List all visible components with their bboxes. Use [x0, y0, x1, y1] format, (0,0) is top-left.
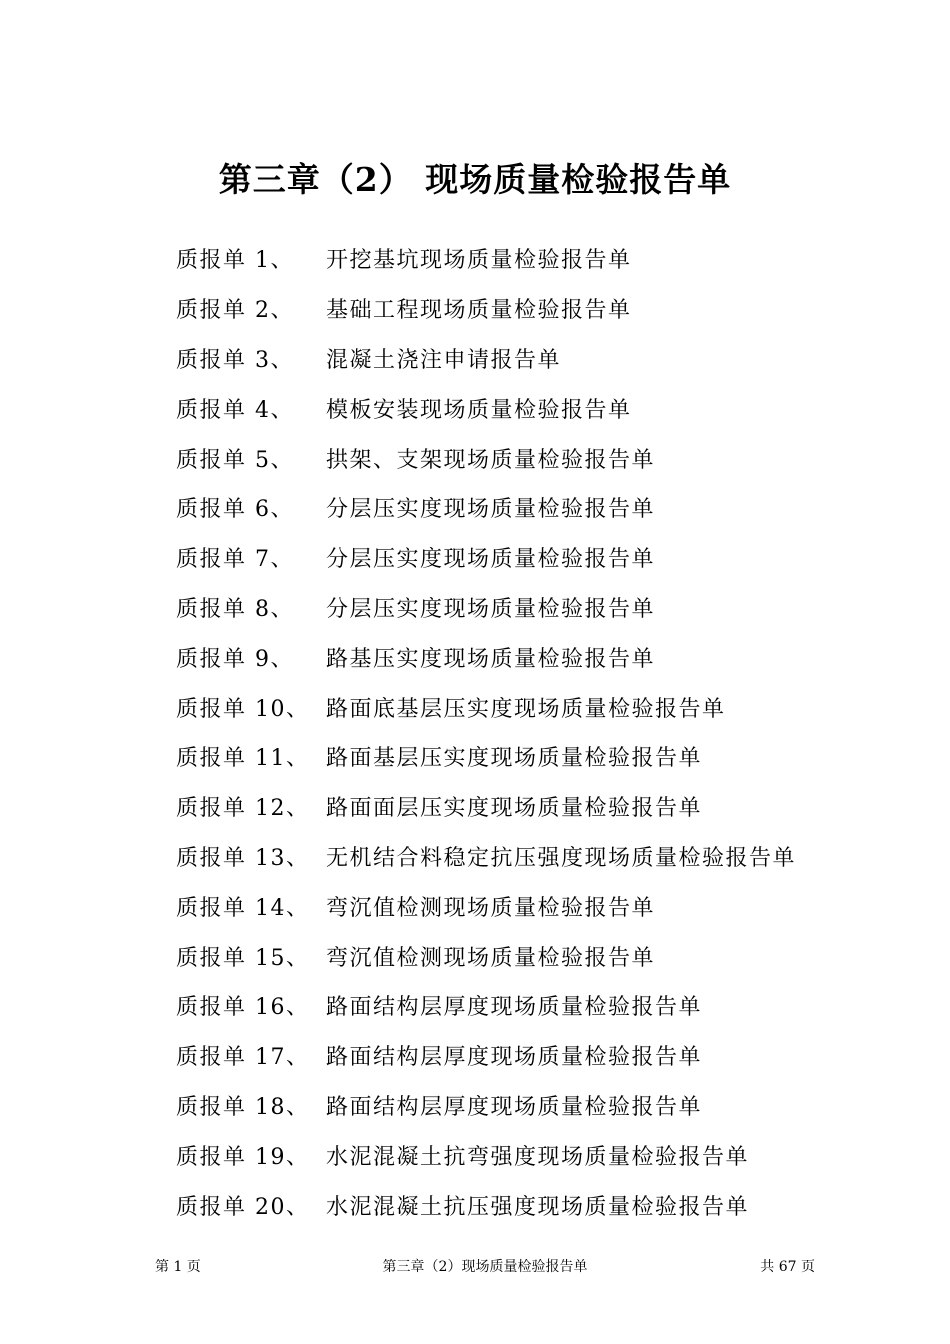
item-title: 分层压实度现场质量检验报告单	[326, 547, 656, 573]
list-item	[176, 284, 876, 334]
report-list	[176, 234, 876, 1230]
item-number: 质报单 3、	[176, 347, 294, 373]
item-number: 质报单 11、	[176, 746, 310, 772]
item-title: 路基压实度现场质量检验报告单	[326, 646, 656, 672]
list-item	[176, 782, 876, 832]
item-number: 质报单 8、	[176, 596, 294, 622]
item-number: 质报单 12、	[176, 796, 310, 822]
list-item	[176, 334, 876, 384]
item-title: 路面底基层压实度现场质量检验报告单	[326, 696, 726, 722]
page-title: 第三章（2） 现场质量检验报告单	[218, 160, 732, 200]
item-title: 路面结构层厚度现场质量检验报告单	[326, 1094, 703, 1120]
list-item	[176, 732, 876, 782]
list-item	[176, 1031, 876, 1081]
list-item	[176, 383, 876, 433]
item-number: 质报单 6、	[176, 497, 294, 523]
item-title: 水泥混凝土抗压强度现场质量检验报告单	[326, 1194, 750, 1220]
list-item	[176, 433, 876, 483]
list-item	[176, 1130, 876, 1180]
item-number: 质报单 14、	[176, 895, 310, 921]
list-item	[176, 931, 876, 981]
item-number: 质报单 4、	[176, 397, 294, 423]
item-title: 拱架、支架现场质量检验报告单	[326, 447, 656, 473]
item-title: 分层压实度现场质量检验报告单	[326, 497, 656, 523]
item-number: 质报单 9、	[176, 646, 294, 672]
item-title: 开挖基坑现场质量检验报告单	[326, 248, 632, 274]
item-title: 路面基层压实度现场质量检验报告单	[326, 746, 703, 772]
item-title: 混凝土浇注申请报告单	[326, 347, 562, 373]
list-item	[176, 533, 876, 583]
item-title: 水泥混凝土抗弯强度现场质量检验报告单	[326, 1144, 750, 1170]
item-number: 质报单 2、	[176, 298, 294, 324]
item-number: 质报单 15、	[176, 945, 310, 971]
footer-section-title: 第三章（2）现场质量检验报告单	[382, 1259, 588, 1275]
item-number: 质报单 5、	[176, 447, 294, 473]
item-title: 分层压实度现场质量检验报告单	[326, 596, 656, 622]
item-title: 弯沉值检测现场质量检验报告单	[326, 945, 656, 971]
footer-page-number: 第 1 页	[155, 1259, 201, 1275]
item-number: 质报单 1、	[176, 248, 294, 274]
item-number: 质报单 16、	[176, 995, 310, 1021]
list-item	[176, 583, 876, 633]
item-number: 质报单 13、	[176, 845, 310, 871]
list-item	[176, 632, 876, 682]
item-title: 弯沉值检测现场质量检验报告单	[326, 895, 656, 921]
item-number: 质报单 10、	[176, 696, 310, 722]
item-number: 质报单 20、	[176, 1194, 310, 1220]
item-number: 质报单 7、	[176, 547, 294, 573]
list-item	[176, 881, 876, 931]
list-item	[176, 483, 876, 533]
footer-total-pages: 共 67 页	[760, 1259, 815, 1275]
item-number: 质报单 17、	[176, 1045, 310, 1071]
list-item	[176, 682, 876, 732]
list-item	[176, 981, 876, 1031]
item-number: 质报单 18、	[176, 1094, 310, 1120]
page-footer	[155, 1256, 815, 1278]
item-title: 路面结构层厚度现场质量检验报告单	[326, 1045, 703, 1071]
item-title: 基础工程现场质量检验报告单	[326, 298, 632, 324]
item-title: 路面面层压实度现场质量检验报告单	[326, 796, 703, 822]
list-item	[176, 1081, 876, 1131]
item-number: 质报单 19、	[176, 1144, 310, 1170]
item-title: 模板安装现场质量检验报告单	[326, 397, 632, 423]
list-item	[176, 1180, 876, 1230]
list-item	[176, 832, 876, 882]
item-title: 路面结构层厚度现场质量检验报告单	[326, 995, 703, 1021]
list-item	[176, 234, 876, 284]
item-title: 无机结合料稳定抗压强度现场质量检验报告单	[326, 845, 797, 871]
